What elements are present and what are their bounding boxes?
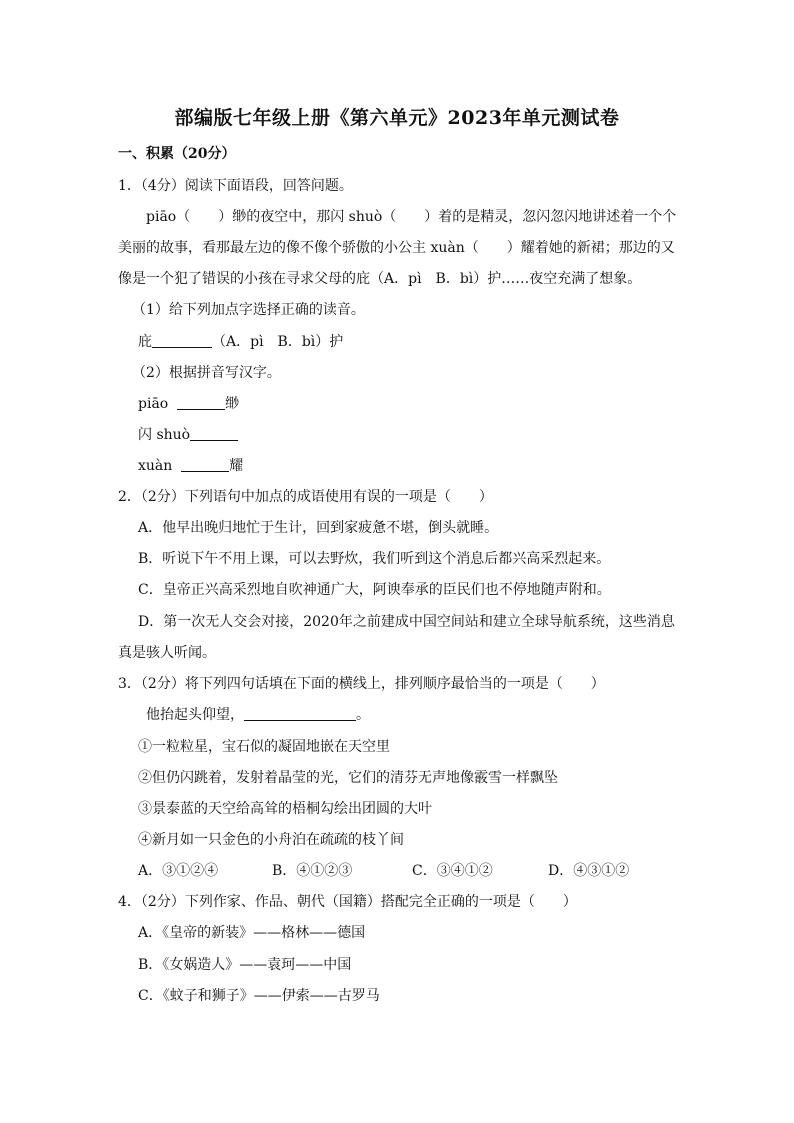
q1-answer-row-2	[138, 394, 239, 414]
q2-option-d-line-1: D．第一次无人交会对接，2020年之前建成中国空间站和建立全球导航系统，这些消息	[138, 614, 675, 630]
q3-lead-sentence	[146, 705, 370, 725]
q1-passage-line-1: piāo（ ）缈的夜空中，那闪 shuò（ ）着的是精灵，忽闪忽闪地讲述着一个个	[146, 209, 677, 225]
q3-lead-end: 。	[356, 707, 370, 723]
answer-blank[interactable]	[177, 395, 225, 410]
q3-option-a: A．③①②④	[138, 863, 219, 879]
q1-answer-1-options: （A．pì B．bì）护	[212, 334, 344, 350]
q3-option-b: B．④①②③	[272, 863, 353, 879]
q3-lead-text: 他抬起头仰望，	[146, 707, 244, 723]
answer-blank[interactable]	[152, 333, 212, 348]
q3-sentence-4: ④新月如一只金色的小舟泊在疏疏的枝丫间	[138, 832, 404, 848]
q1-answer-row-3	[138, 425, 238, 445]
pinyin-piao: piāo	[138, 396, 169, 412]
q3-sentence-3: ③景泰蓝的天空给高耸的梧桐勾绘出团圆的大叶	[138, 801, 432, 817]
answer-blank[interactable]	[244, 706, 356, 721]
q4-option-a: A．《皇帝的新装》——格林——德国	[138, 925, 366, 941]
q1-answer-row-1	[138, 332, 343, 352]
q1-passage-line-3: 像是一个犯了错误的小孩在寻求父母的庇（A．pì B．bì）护……夜空充满了想象。	[118, 271, 642, 287]
answer-blank[interactable]	[181, 457, 229, 472]
q2-option-d-line-2: 真是骇人听闻。	[118, 645, 216, 661]
q1-subquestion-2: （2）根据拼音写汉字。	[132, 365, 281, 381]
pinyin-xuan: xuàn	[138, 458, 173, 474]
q3-option-c: C．③④①②	[412, 863, 493, 879]
section-heading: 一、积累（20分）	[118, 146, 236, 162]
q3-sentence-2: ②但仍闪跳着，发射着晶莹的光，它们的清芬无声地像霰雪一样飘坠	[138, 770, 558, 786]
q2-option-a: A．他早出晚归地忙于生计，回到家疲惫不堪，倒头就睡。	[138, 520, 499, 536]
q4-option-b: B．《女娲造人》——袁珂——中国	[138, 957, 352, 973]
question-4-stem: 4．（2分）下列作家、作品、朝代（国籍）搭配完全正确的一项是（ ）	[118, 894, 577, 910]
q4-option-c: C．《蚊子和狮子》——伊索——古罗马	[138, 988, 380, 1004]
q1-answer-1-prefix: 庇	[138, 334, 152, 350]
q3-option-d: D．④③①②	[548, 863, 630, 879]
q2-option-c: C．皇帝正兴高采烈地自吹神通广大，阿谀奉承的臣民们也不停地随声附和。	[138, 582, 611, 598]
word-suffix-miao: 缈	[225, 396, 240, 412]
q1-passage-line-2: 美丽的故事，看那最左边的像不像个骄傲的小公主 xuàn（ ）耀着她的新裙；那边的又	[118, 240, 675, 256]
q1-answer-row-4	[138, 456, 243, 476]
word-suffix-yao: 耀	[229, 458, 244, 474]
question-3-stem: 3．（2分）将下列四句话填在下面的横线上，排列顺序最恰当的一项是（ ）	[118, 676, 605, 692]
question-2-stem: 2．（2分）下列语句中加点的成语使用有误的一项是（ ）	[118, 489, 493, 505]
q1-subquestion-1: （1）给下列加点字选择正确的读音。	[132, 302, 365, 318]
page-title: 部编版七年级上册《第六单元》2023年单元测试卷	[174, 107, 620, 129]
question-1-stem: 1．（4分）阅读下面语段，回答问题。	[118, 178, 353, 194]
answer-blank[interactable]	[190, 426, 238, 441]
q2-option-b: B．听说下午不用上课，可以去野炊，我们听到这个消息后都兴高采烈起来。	[138, 551, 611, 567]
q3-sentence-1: ①一粒粒星，宝石似的凝固地嵌在天空里	[138, 739, 390, 755]
pinyin-shuo: 闪 shuò	[138, 427, 191, 443]
